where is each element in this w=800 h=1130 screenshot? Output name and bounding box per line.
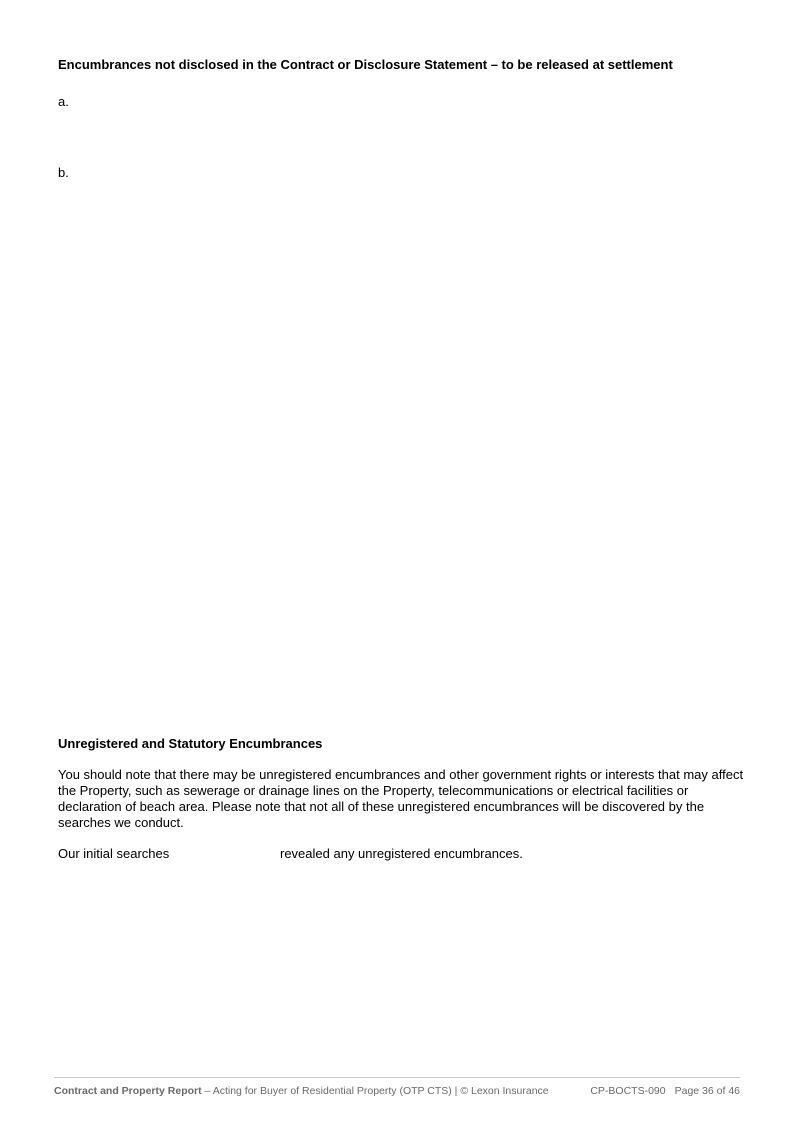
searches-tail-text: revealed any unregistered encumbrances. <box>280 846 523 861</box>
unregistered-encumbrances-paragraph: You should note that there may be unregistered encumbrances and other government rights or interests that may affect the Property, such as sewerage or drainage lines on the Property, telecommunications or electrical facilities or declaration of beach area. Please note that not all of these unregistered encumbrances will be discovered by the searches we conduct. <box>58 767 744 830</box>
list-marker-a: a. <box>58 94 69 109</box>
encumbrances-heading: Encumbrances not disclosed in the Contract or Disclosure Statement – to be released at settlement <box>58 57 673 72</box>
footer-document-code: CP-BOCTS-090 <box>590 1085 666 1097</box>
page-footer <box>54 1084 740 1098</box>
list-marker-b: b. <box>58 165 69 180</box>
footer-report-name: Contract and Property Report <box>54 1085 202 1097</box>
footer-report-info <box>54 1084 549 1098</box>
unregistered-encumbrances-heading: Unregistered and Statutory Encumbrances <box>58 736 323 751</box>
searches-lead-text: Our initial searches <box>58 846 170 861</box>
searches-outcome-blank-field[interactable] <box>176 846 276 862</box>
footer-report-description: – Acting for Buyer of Residential Property (OTP CTS) | © Lexon Insurance <box>201 1085 549 1097</box>
footer-page-info <box>590 1084 740 1098</box>
footer-page-number: Page 36 of 46 <box>674 1085 740 1097</box>
footer-divider <box>54 1077 740 1078</box>
